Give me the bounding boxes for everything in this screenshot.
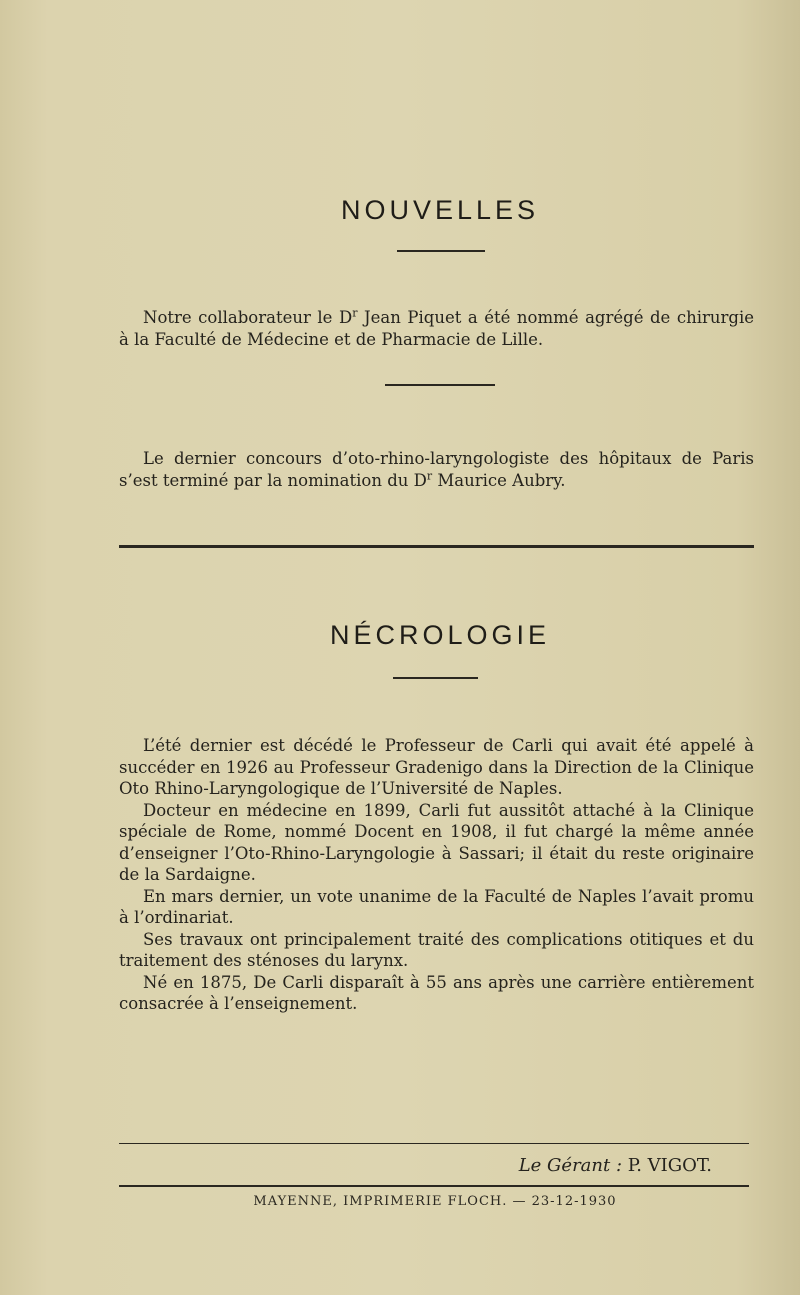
news-item-piquet (119, 307, 754, 350)
news-text: Notre collaborateur le D (143, 308, 353, 327)
section-title-necrologie: NÉCROLOGIE (329, 620, 551, 650)
section-title-nouvelles: NOUVELLES (340, 195, 540, 225)
obituary-paragraph: En mars dernier, un vote unanime de la Faculté de Naples l’avait promu à l’ordinariat. (119, 886, 754, 927)
gerant-line (120, 1155, 712, 1176)
obituary-text (119, 735, 754, 1015)
section-separator (119, 545, 754, 548)
superscript: r (426, 469, 433, 482)
obituary-paragraph: Né en 1875, De Carli disparaît à 55 ans après une carrière entièrement consacrée à l’enseignement. (119, 972, 754, 1013)
gerant-name: P. VIGOT. (627, 1155, 712, 1176)
footer-top-rule (119, 1143, 749, 1144)
title-underline (397, 250, 485, 252)
gerant-label: Le Gérant : (518, 1155, 623, 1176)
news-text: Jean Piquet a été nommé agrégé de chirurgie à la Faculté de Médecine et de Pharmacie de Lille. (119, 308, 754, 349)
obituary-paragraph: Ses travaux ont principalement traité des complications otitiques et du traitement des sténoses du larynx. (119, 929, 754, 970)
news-text: Maurice Aubry. (432, 470, 566, 490)
superscript: r (352, 306, 358, 320)
obituary-paragraph: L’été dernier est décédé le Professeur de Carli qui avait été appelé à succéder en 1926 au Professeur Gradenigo dans la Direction de la Clinique Oto Rhino-Laryngologique de l’Université de Naples. (119, 736, 754, 798)
divider (385, 384, 495, 386)
news-item-aubry (119, 448, 754, 491)
printer-imprint: MAYENNE, IMPRIMERIE FLOCH. — 23-12-1930 (253, 1194, 617, 1209)
news-text: Le dernier concours d’oto-rhino-laryngologiste des hôpitaux de Paris s’est terminé par la nomination du D (119, 449, 754, 490)
obituary-paragraph: Docteur en médecine en 1899, Carli fut aussitôt attaché à la Clinique spéciale de Rome, nommé Docent en 1908, il fut chargé la même année d’enseigner l’Oto-Rhino-Laryngologie à Sassari; il était du reste originaire de la Sardaigne. (119, 800, 754, 884)
title-underline (393, 677, 478, 679)
footer-rule (119, 1185, 749, 1187)
